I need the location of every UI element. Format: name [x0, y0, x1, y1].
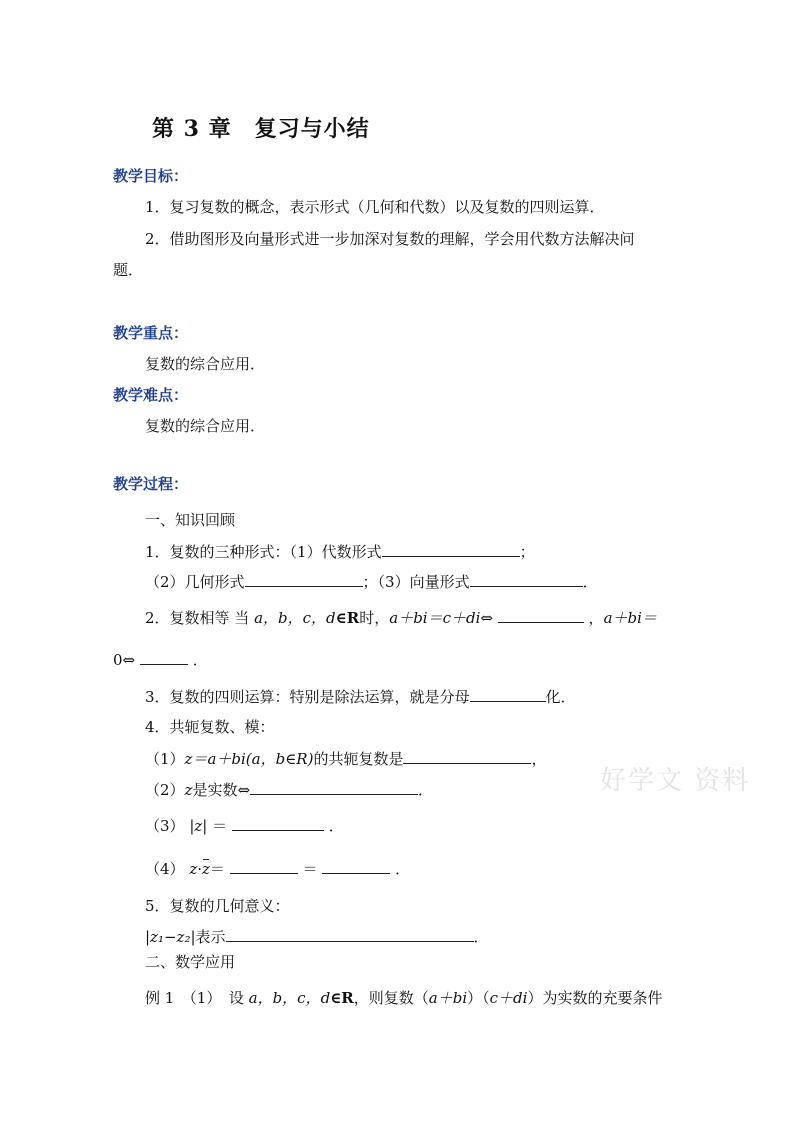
watermark: 好学文 资料 — [600, 766, 751, 796]
example-1-text: ，则复数（ — [353, 989, 429, 1007]
q4-item-2-num: （2） — [145, 781, 185, 799]
heading-process: 教学过程： — [113, 475, 189, 493]
q4-item-4-num: （4） — [145, 860, 185, 878]
q2-in-r: ∈R — [335, 609, 360, 627]
q3-text: 3．复数的四则运算：特别是除法运算，就是分母 — [145, 688, 470, 706]
q1-period: ． — [582, 573, 598, 591]
q2-blank-zero — [140, 650, 188, 665]
key-points-text: 复数的综合应用． — [145, 355, 266, 373]
q1-text: 1．复数的三种形式：（1）代数形式 — [145, 543, 382, 561]
q2-blank-equal — [498, 608, 584, 623]
q1-blank-geometric — [245, 572, 363, 587]
q1-line-1 — [145, 541, 535, 562]
objective-item-1: 1．复习复数的概念，表示形式（几何和代数）以及复数的四则运算． — [145, 198, 605, 216]
q4-item-2-z: z — [184, 781, 193, 799]
q2-iff: ⇔ — [480, 609, 493, 627]
q3-end: 化． — [545, 688, 576, 706]
example-1-e2: c＋di — [489, 989, 528, 1007]
q1-blank-algebraic — [382, 542, 520, 557]
q4-blank-modulus — [232, 816, 324, 831]
q4-item-4 — [145, 858, 410, 879]
objective-item-2-cont: 题． — [113, 261, 144, 279]
part1-title: 一、知识回顾 — [145, 511, 236, 529]
q2-comma: ， — [588, 609, 604, 627]
difficulties-text: 复数的综合应用． — [145, 417, 266, 435]
q1-line-2 — [145, 571, 598, 592]
q3-line — [145, 686, 576, 707]
q4-blank-product-1 — [230, 859, 298, 874]
q4-blank-real — [250, 780, 418, 795]
q4-item-4-eq: ＝ — [209, 860, 225, 878]
q3-blank — [470, 687, 546, 702]
heading-difficulties: 教学难点： — [113, 386, 189, 404]
example-1-vars: a，b，c，d — [248, 989, 331, 1007]
q4-item-1-num: （1） — [145, 750, 185, 768]
q4-item-3-end: ． — [328, 817, 344, 835]
q5-expr: |z₁−z₂| — [145, 928, 196, 946]
q2-when: 时， — [359, 609, 390, 627]
q4-item-4-z: z — [189, 860, 198, 878]
q2-text: 2．复数相等 当 — [145, 609, 250, 627]
heading-objectives: 教学目标： — [113, 167, 189, 185]
q5-blank — [226, 927, 474, 942]
heading-key-points: 教学重点： — [113, 324, 189, 342]
q5-text: 表示 — [195, 928, 226, 946]
q1-blank-vector — [470, 572, 583, 587]
q1-semicolon: ； — [519, 543, 535, 561]
q4-title: 4．共轭复数、模： — [145, 718, 275, 736]
part2-title: 二、数学应用 — [145, 953, 236, 971]
q4-item-2 — [145, 779, 433, 800]
q4-item-4-zbar: z — [202, 860, 210, 878]
q2-line-1 — [145, 607, 657, 628]
example-1-e1: a＋bi — [428, 989, 468, 1007]
q4-item-2-end: ． — [418, 781, 434, 799]
q4-item-2-text: 是实数⇔ — [192, 781, 251, 799]
q4-item-1 — [145, 748, 546, 769]
q4-item-3 — [145, 815, 344, 836]
q1-geometric-label: （2）几何形式 — [145, 573, 245, 591]
q2-line-2 — [113, 649, 208, 670]
q4-item-3-abs: |z| — [189, 817, 208, 835]
q2-expr2: a＋bi＝ — [603, 609, 657, 627]
q4-item-4-dot: · — [197, 860, 203, 878]
q4-blank-product-2 — [322, 859, 390, 874]
q4-item-4-eq2: ＝ — [302, 860, 318, 878]
example-1-end: ）为实数的充要条件 — [527, 989, 663, 1007]
q4-item-1-expr: z＝a＋bi(a，b∈R) — [184, 750, 314, 768]
q5-title: 5．复数的几何意义： — [145, 897, 290, 915]
q5-line — [145, 926, 489, 947]
q4-item-1-end: ， — [531, 750, 547, 768]
objective-item-2: 2．借助图形及向量形式进一步加深对复数的理解，学会用代数方法解决问 — [145, 230, 635, 248]
page-title: 第 3 章 复习与小结 — [152, 116, 370, 142]
example-1-mid: ）（ — [467, 989, 490, 1007]
q2-end: ． — [192, 651, 208, 669]
example-1-label: 例 1 （1） 设 — [145, 989, 244, 1007]
q4-item-3-num: （3） — [145, 817, 185, 835]
q5-end: ． — [473, 928, 489, 946]
q4-item-1-text: 的共轭复数是 — [313, 750, 404, 768]
example-1 — [145, 987, 662, 1008]
q2-cont: 0⇔ — [113, 651, 136, 669]
q4-item-3-eq: ＝ — [212, 817, 228, 835]
q4-blank-conjugate — [403, 749, 531, 764]
example-1-in-r: ∈R — [330, 989, 354, 1007]
q2-expr: a＋bi＝c＋di — [389, 609, 481, 627]
q1-vector-label: ；（3）向量形式 — [362, 573, 470, 591]
q2-vars: a，b，c，d — [254, 609, 336, 627]
q4-item-4-end: ． — [395, 860, 411, 878]
